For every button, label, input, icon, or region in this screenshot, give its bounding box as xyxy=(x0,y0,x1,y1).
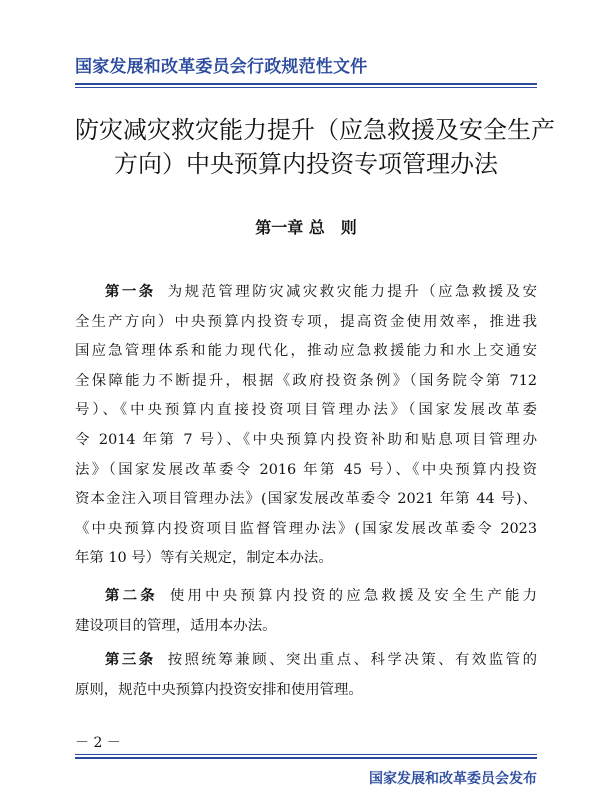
page-number: － 2 － xyxy=(75,735,121,751)
footer-rule-thin xyxy=(75,754,537,755)
article-1-line-7: 法》（国家发展改革委令 2016 年第 45 号）、《中央预算内投资 xyxy=(75,461,537,478)
article-2-line-2: 建设项目的管理，适用本办法。 xyxy=(75,617,277,634)
footer-rule xyxy=(75,757,537,759)
article-1-line-1 xyxy=(75,278,537,308)
article-2-text-1: 使用中央预算内投资的应急救援及安全生产能力 xyxy=(169,588,537,604)
article-3-line-1 xyxy=(75,646,537,676)
article-1-line-3: 国应急管理体系和能力现代化，推动应急救援能力和水上交通安 xyxy=(75,343,537,360)
article-3-text-1: 按照统筹兼顾、突出重点、科学决策、有效监管的 xyxy=(167,652,537,668)
header-rule-thin xyxy=(75,87,537,88)
title-line-1: 防灾减灾救灾能力提升（应急救援及安全生产 xyxy=(75,116,555,144)
header-rule xyxy=(75,83,537,85)
article-3-label: 第三条 xyxy=(105,652,156,668)
article-1-line-8: 资本金注入项目管理办法》(国家发展改革委令 2021 年第 44 号)、 xyxy=(75,491,537,508)
article-1-line-4: 全保障能力不断提升，根据《政府投资条例》（国务院令第 712 xyxy=(75,372,537,389)
article-1-line-10: 年第 10 号）等有关规定，制定本办法。 xyxy=(75,550,333,567)
article-1-text-1: 为规范管理防灾减灾救灾能力提升（应急救援及安 xyxy=(167,284,537,300)
chapter-heading: 第一章 总 则 xyxy=(255,218,357,237)
article-1-line-2: 全生产方向）中央预算内投资专项，提高资金使用效率，推进我 xyxy=(75,313,537,330)
document-category-header: 国家发展和改革委员会行政规范性文件 xyxy=(75,57,368,77)
publisher-footer: 国家发展和改革委员会发布 xyxy=(369,771,537,787)
title-line-2: 方向）中央预算内投资专项管理办法 xyxy=(114,150,498,178)
article-1-line-5: 号）、《中央预算内直接投资项目管理办法》（国家发展改革委 xyxy=(75,402,537,419)
article-1-line-9: 《中央预算内投资项目监督管理办法》(国家发展改革委令 2023 xyxy=(75,520,537,537)
article-2-line-1 xyxy=(75,582,537,612)
article-3 xyxy=(75,646,537,705)
article-1 xyxy=(75,278,537,574)
article-1-label: 第一条 xyxy=(105,284,156,300)
article-1-line-6: 令 2014 年第 7 号）、《中央预算内投资补助和贴息项目管理办 xyxy=(75,431,537,448)
article-2 xyxy=(75,582,537,641)
article-3-line-2: 原则，规范中央预算内投资安排和使用管理。 xyxy=(75,681,363,698)
document-title xyxy=(75,113,555,181)
article-2-label: 第二条 xyxy=(105,588,158,604)
